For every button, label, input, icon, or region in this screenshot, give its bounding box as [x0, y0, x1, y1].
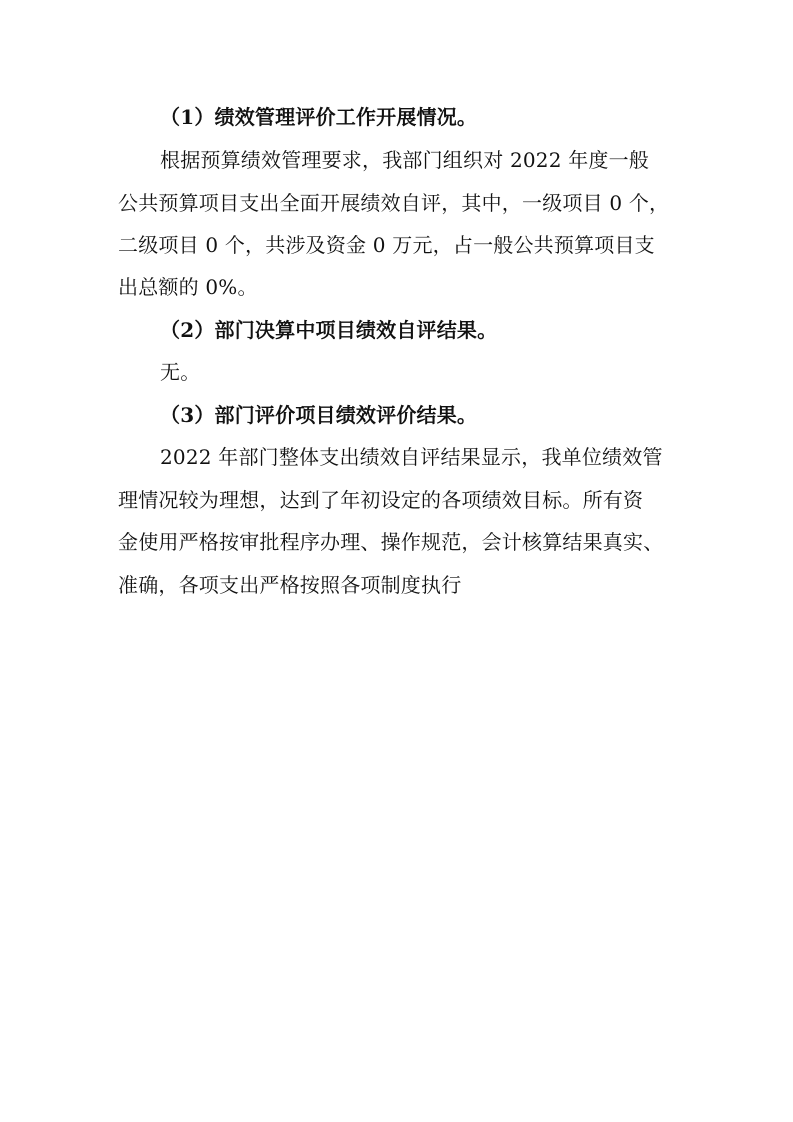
section3-paragraph-line: 2022 年部门整体支出绩效自评结果显示，我单位绩效管 — [160, 445, 663, 469]
section1-paragraph-line: 根据预算绩效管理要求，我部门组织对 2022 年度一般 — [160, 148, 650, 172]
section3-paragraph-line: 金使用严格按审批程序办理、操作规范，会计核算结果真实、 — [118, 530, 664, 554]
section2-paragraph-line: 无。 — [160, 360, 201, 384]
section3-paragraph-line: 准确，各项支出严格按照各项制度执行 — [118, 573, 462, 597]
section3-paragraph-line: 理情况较为理想，达到了年初设定的各项绩效目标。所有资 — [118, 488, 644, 512]
section1-heading: （1）绩效管理评价工作开展情况。 — [160, 105, 478, 129]
section2-heading: （2）部门决算中项目绩效自评结果。 — [160, 318, 498, 342]
section1-paragraph-line: 二级项目 0 个，共涉及资金 0 万元，占一般公共预算项目支 — [118, 233, 655, 257]
section1-paragraph-line: 出总额的 0%。 — [118, 275, 258, 299]
section1-paragraph-line: 公共预算项目支出全面开展绩效自评，其中，一级项目 0 个， — [118, 191, 670, 215]
section3-heading: （3）部门评价项目绩效评价结果。 — [160, 403, 478, 427]
